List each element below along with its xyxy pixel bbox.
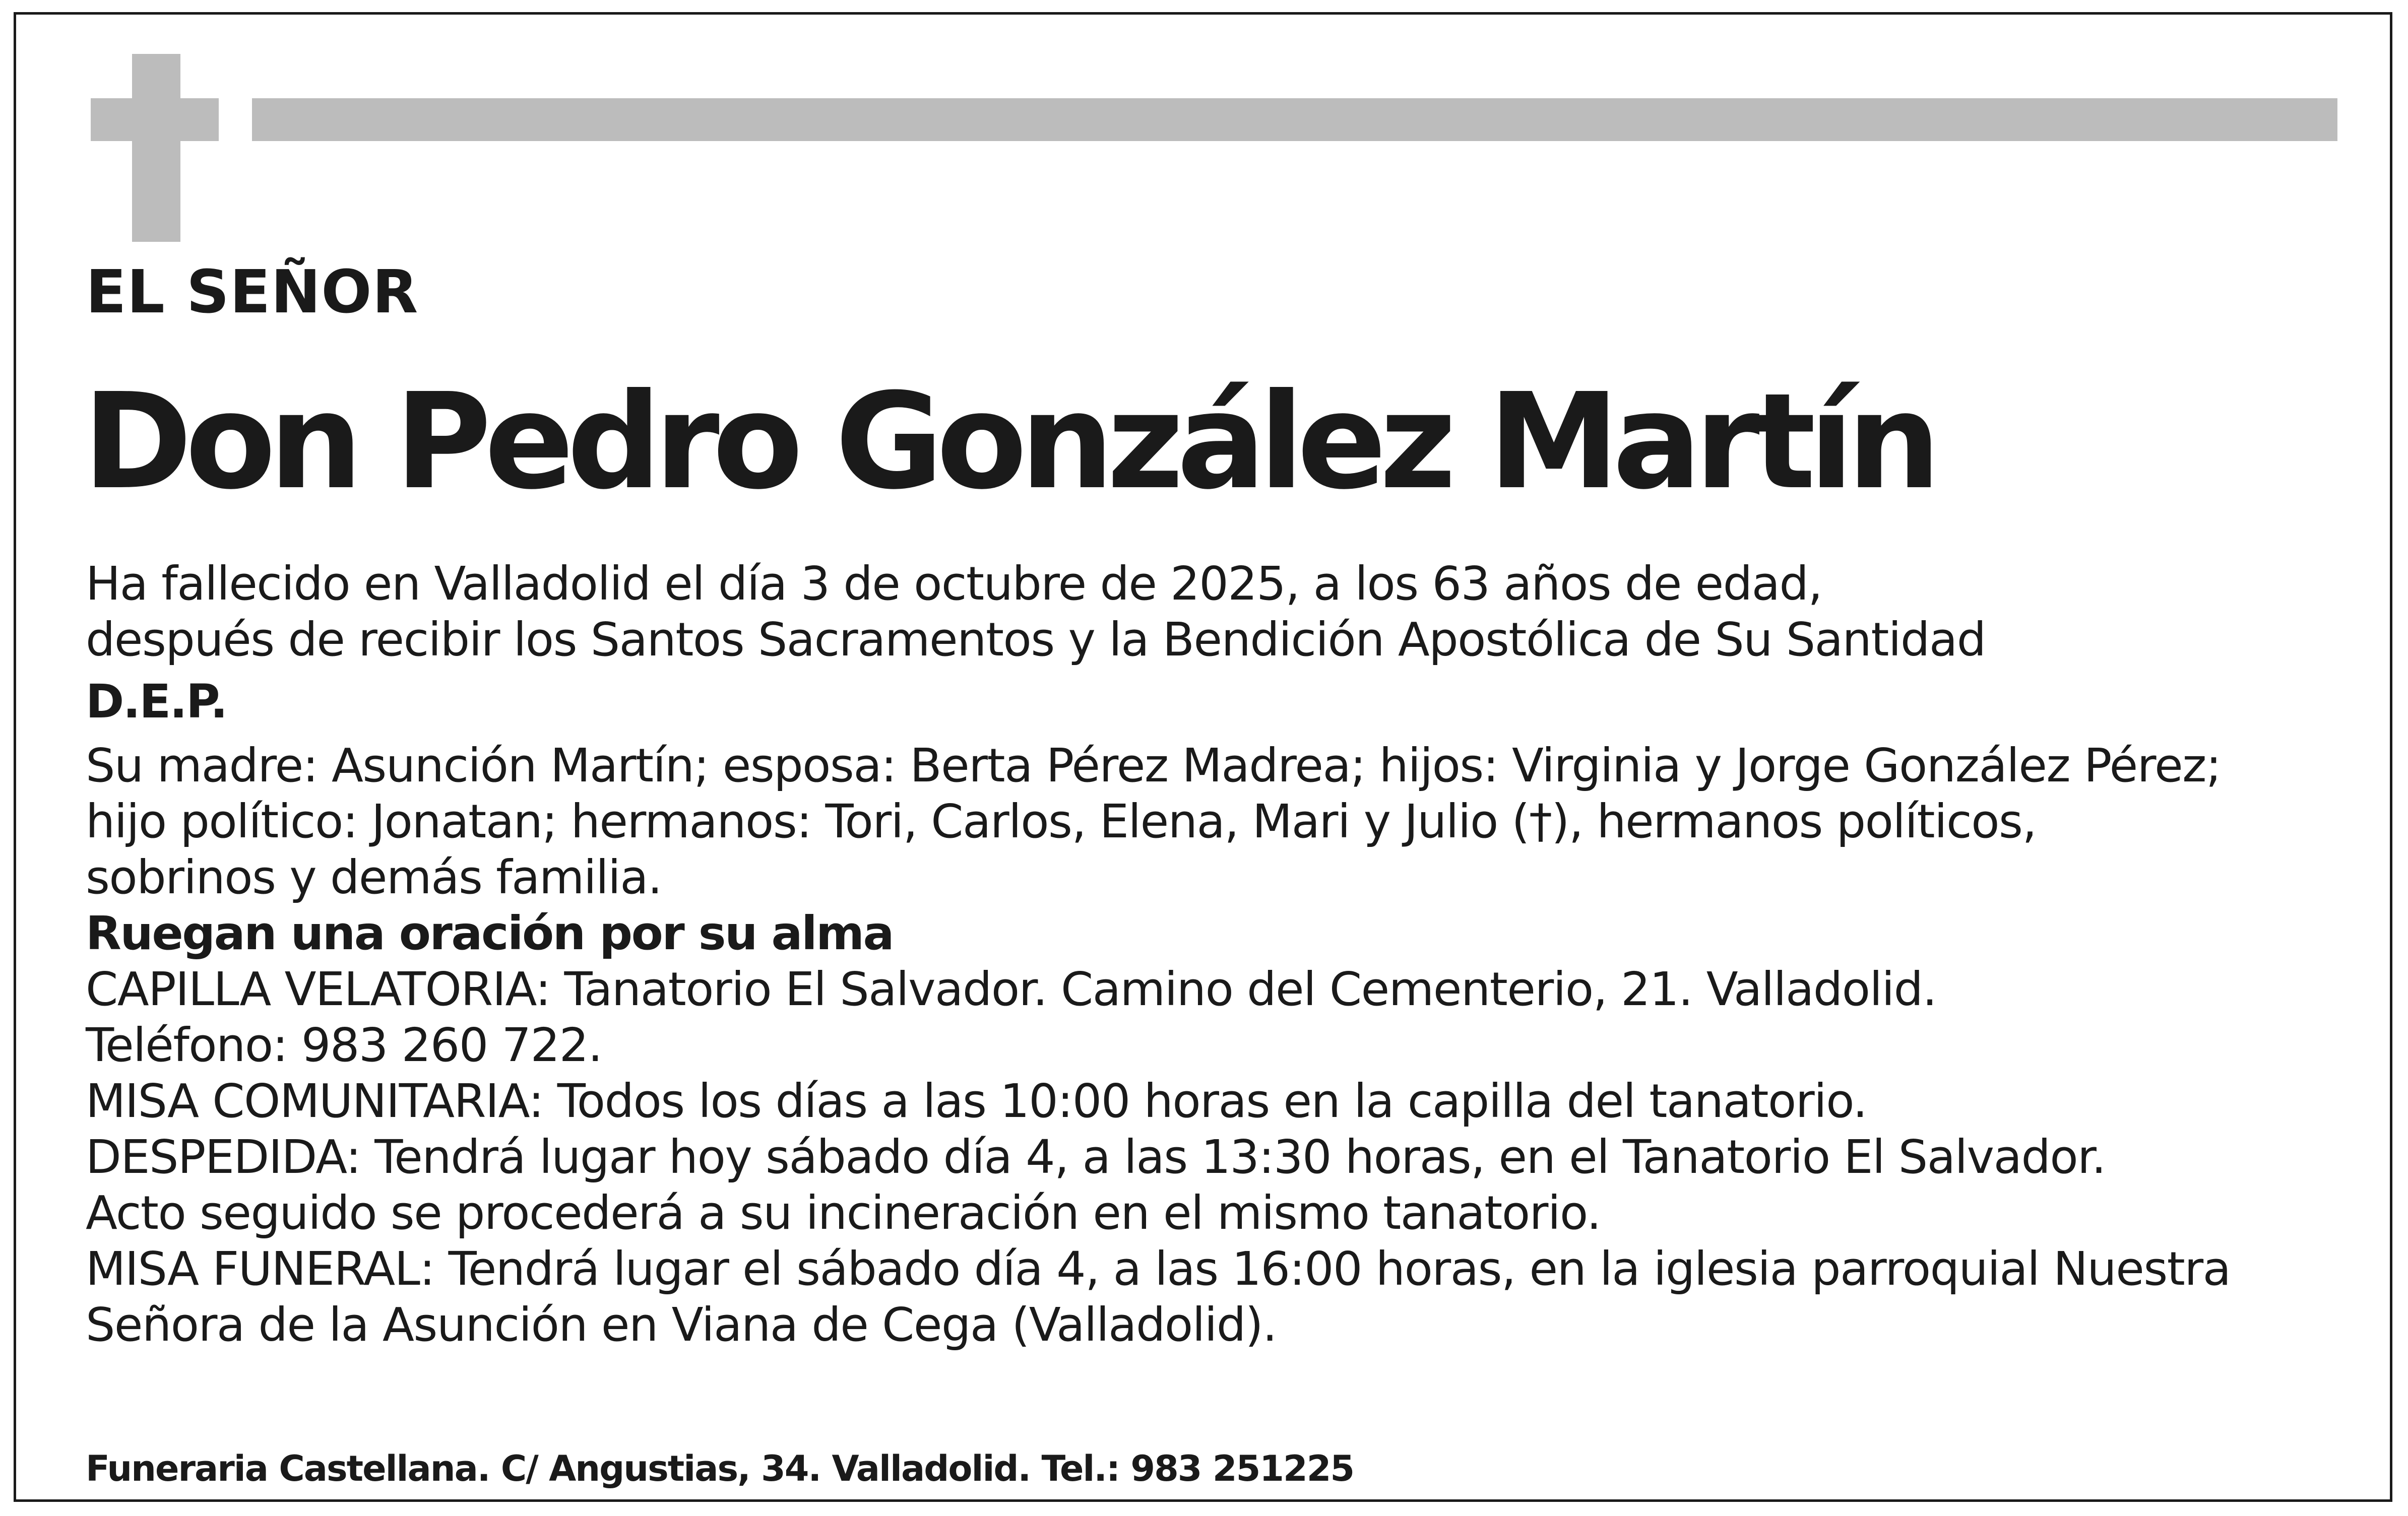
family-line: sobrinos y demás familia.	[86, 850, 662, 904]
event-line: Teléfono: 983 260 722.	[86, 1018, 602, 1072]
event-line: Señora de la Asunción en Viana de Cega (Valladolid).	[86, 1298, 1277, 1352]
death-line: después de recibir los Santos Sacramentos y la Bendición Apostólica de Su Santidad	[86, 613, 1986, 667]
family-line: hijo político: Jonatan; hermanos: Tori, Carlos, Elena, Mari y Julio (†), hermanos políticos,	[86, 795, 2037, 848]
header-rule	[252, 98, 2337, 141]
cross-horizontal-bar	[91, 98, 219, 141]
dep-label: D.E.P.	[86, 675, 227, 729]
death-statement	[86, 556, 2333, 668]
family-list	[86, 738, 2333, 905]
event-line: DESPEDIDA: Tendrá lugar hoy sábado día 4, a las 13:30 horas, en el Tanatorio El Salvador.	[86, 1130, 2106, 1184]
event-line: CAPILLA VELATORIA: Tanatorio El Salvador. Camino del Cementerio, 21. Valladolid.	[86, 962, 1937, 1016]
honorific: EL SEÑOR	[86, 257, 419, 326]
events-list	[86, 961, 2333, 1353]
deceased-name: Don Pedro González Martín	[83, 365, 1934, 518]
funeral-home-footer: Funeraria Castellana. C/ Angustias, 34. Valladolid. Tel.: 983 251225	[86, 1448, 1354, 1489]
notice-content	[83, 257, 2333, 1353]
event-line: MISA FUNERAL: Tendrá lugar el sábado día 4, a las 16:00 horas, en la iglesia parroquial Nuestra	[86, 1242, 2231, 1296]
prayer-request: Ruegan una oración por su alma	[86, 906, 894, 960]
cross-vertical-bar	[132, 54, 180, 242]
event-line: Acto seguido se procederá a su incineración en el mismo tanatorio.	[86, 1186, 1601, 1240]
event-line: MISA COMUNITARIA: Todos los días a las 10:00 horas en la capilla del tanatorio.	[86, 1074, 1867, 1128]
family-line: Su madre: Asunción Martín; esposa: Berta Pérez Madrea; hijos: Virginia y Jorge González Pérez;	[86, 739, 2221, 793]
death-line: Ha fallecido en Valladolid el día 3 de octubre de 2025, a los 63 años de edad,	[86, 557, 1822, 611]
